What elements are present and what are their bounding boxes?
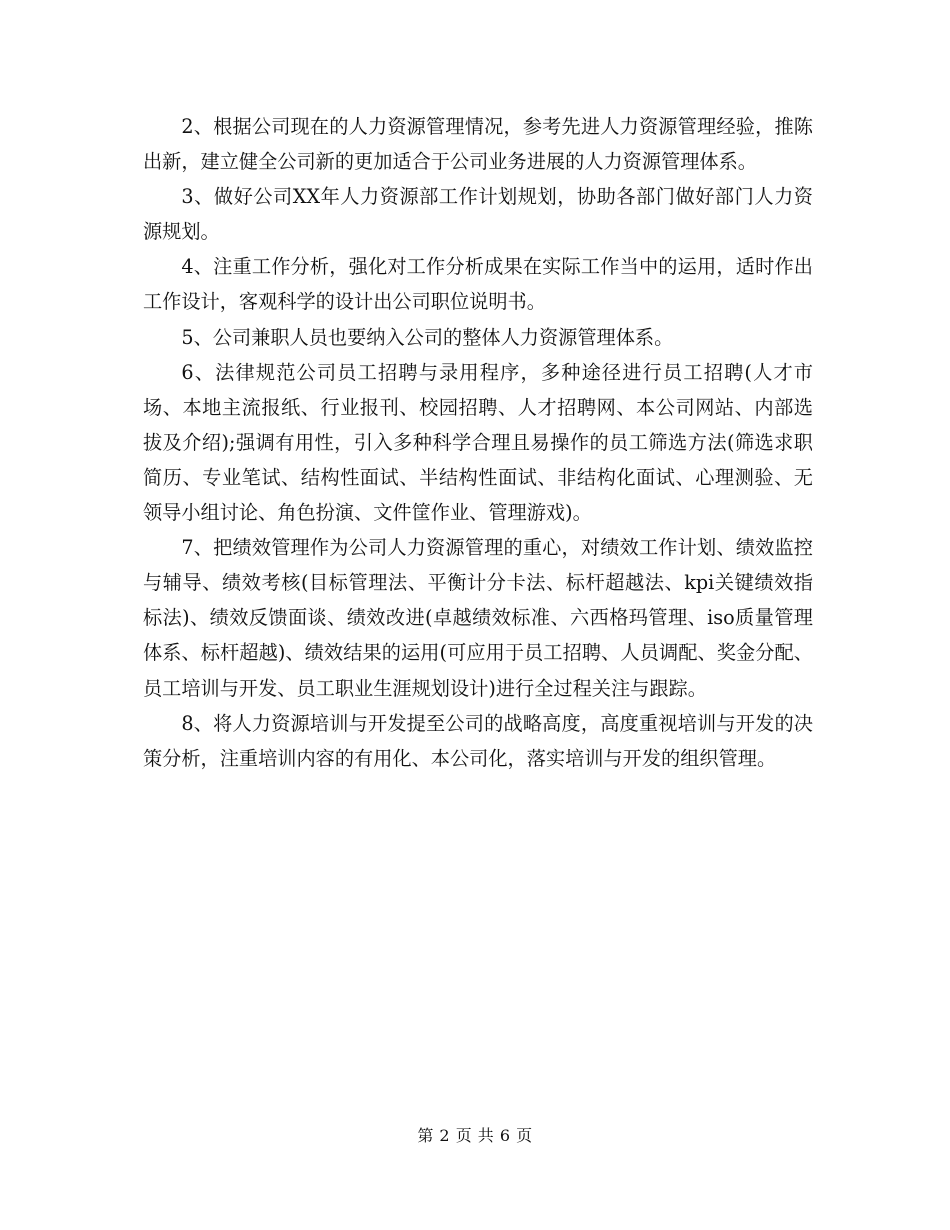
paragraph-3: 3、做好公司XX年人力资源部工作计划规划，协助各部门做好部门人力资源规划。 [143,185,813,244]
paragraph-2: 2、根据公司现在的人力资源管理情况，参考先进人力资源管理经验，推陈出新，建立健全公司新的更加适合于公司业务进展的人力资源管理体系。 [143,115,813,174]
paragraph-5: 5、公司兼职人员也要纳入公司的整体人力资源管理体系。 [181,325,674,349]
paragraph-7: 7、把绩效管理作为公司人力资源管理的重心，对绩效工作计划、绩效监控与辅导、绩效考核(目标管理法、平衡计分卡法、标杆超越法、kpi关键绩效指标法)、绩效反馈面谈、绩效改进(卓越绩效标准、六西格玛管理、iso质量管理体系、标杆超越)、绩效结果的运用(可应用于员工招聘、人员调配、奖金分配、员工培训与开发、员工职业生涯规划设计)进行全过程关注与跟踪。 [143,536,813,700]
paragraph-4: 4、注重工作分析，强化对工作分析成果在实际工作当中的运用，适时作出工作设计，客观科学的设计出公司职位说明书。 [143,255,813,314]
paragraph-6: 6、法律规范公司员工招聘与录用程序，多种途径进行员工招聘(人才市场、本地主流报纸、行业报刊、校园招聘、人才招聘网、本公司网站、内部选拔及介绍);强调有用性，引入多种科学合理且易操作的员工筛选方法(筛选求职简历、专业笔试、结构性面试、半结构性面试、非结构化面试、心理测验、无领导小组讨论、角色扮演、文件筐作业、管理游戏)。 [143,360,813,525]
page-number-footer: 第 2 页 共 6 页 [417,1126,533,1145]
paragraph-8: 8、将人力资源培训与开发提至公司的战略高度，高度重视培训与开发的决策分析，注重培训内容的有用化、本公司化，落实培训与开发的组织管理。 [143,711,813,770]
document-body [143,109,813,776]
